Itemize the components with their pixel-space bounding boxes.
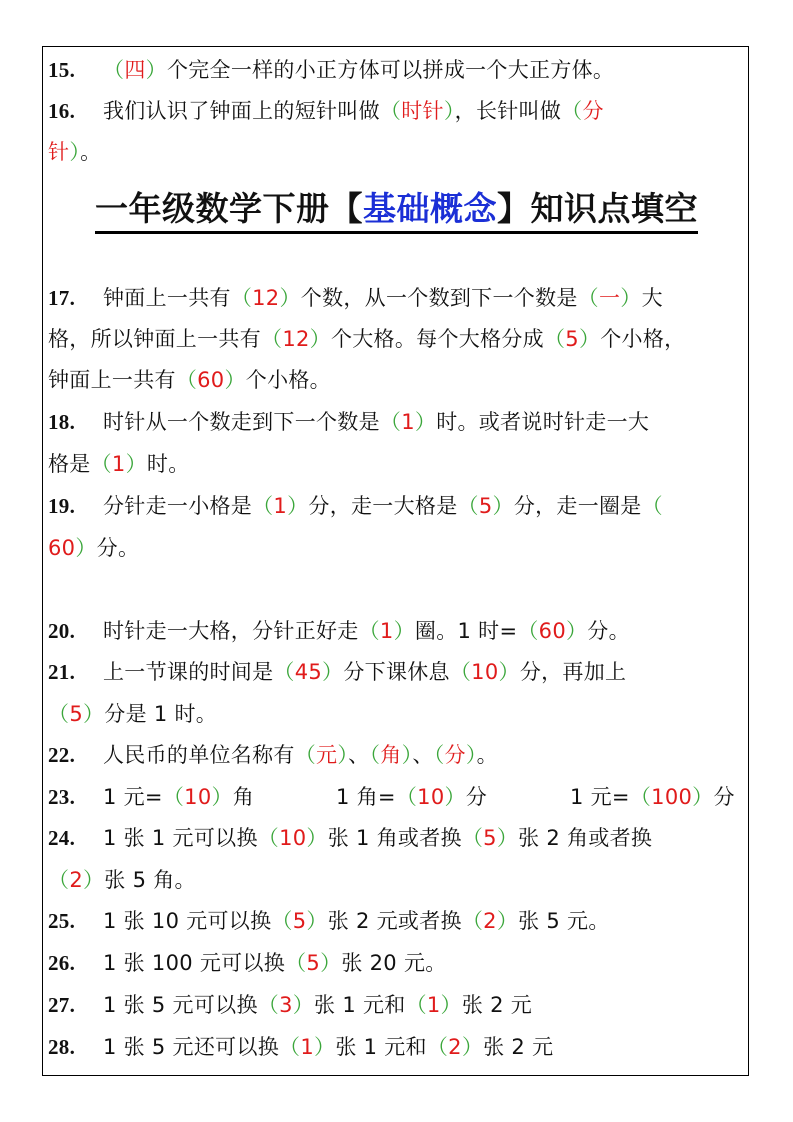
answer: 45 [294,660,323,684]
question-text: 格是 [48,452,91,476]
paren: ） [337,743,349,767]
answer: 12 [252,286,280,310]
question-text: 张 1 元和 [335,1035,427,1059]
paren: ） [292,993,315,1017]
paren: （ [279,1035,301,1059]
paren: （ [395,785,418,809]
question-text: 1 元= [570,785,630,809]
question-16-cont [48,140,101,164]
answer: 5 [483,826,497,850]
answer: 1 [379,619,394,643]
question-text: 张 2 元 [461,993,533,1017]
paren: （ [230,286,253,310]
question-19-cont [48,536,139,560]
paren: （ [48,868,70,892]
question-text: 我们认识了钟面上的短针叫做 [103,99,380,123]
question-text: ，长针叫做 [454,99,562,123]
answer: 1 [273,494,288,518]
question-text: 张 5 元。 [518,909,610,933]
question-text: 分 [465,785,488,809]
question-17-cont2 [48,368,331,392]
question-number: 27. [48,993,76,1017]
paren: （ [294,743,317,767]
question-text: 、 [348,743,370,767]
question-number: 20. [48,619,76,643]
answer: 5 [292,909,307,933]
paren: ） [565,619,588,643]
question-number: 17. [48,286,76,310]
answer: 3 [279,993,293,1017]
paren: （ [369,743,381,767]
paren: ） [125,452,147,476]
question-text: 分下课休息 [343,660,450,684]
heading-text-post: 】知识点填空 [497,189,698,228]
answer: 60 [48,536,76,560]
paren: ） [465,743,477,767]
question-text: 、 [412,743,434,767]
paren: （ [461,826,484,850]
question-17-cont [48,327,685,351]
question-18 [48,410,649,434]
paren: （ [175,368,198,392]
answer: 12 [282,327,310,351]
question-text: 分。 [587,619,630,643]
paren: （ [90,452,112,476]
answer: 1 [300,1035,315,1059]
paren: ） [320,951,342,975]
answer: 2 [448,1035,462,1059]
paren: （ [103,58,125,82]
paren: ） [279,286,301,310]
answer: 5 [565,327,579,351]
paren: ） [309,327,331,351]
question-text: 1 张 10 元可以换 [103,909,272,933]
question-text: 时。或者说时针走一大 [436,410,650,434]
answer: 10 [471,660,499,684]
question-28 [48,1035,553,1059]
question-23-part2 [336,785,487,809]
question-text: 钟面上一共有 [48,368,176,392]
paren: ） [306,826,328,850]
answer: 2 [69,868,83,892]
question-18-cont [48,452,190,476]
section-heading [0,188,793,234]
paren: （ [379,410,402,434]
paren: ） [492,494,514,518]
paren: （ [273,660,295,684]
question-26 [48,951,447,975]
paren: （ [641,494,663,518]
answer: 针 [48,140,70,164]
paren: （ [449,660,472,684]
paren: ） [443,99,455,123]
question-text: 个大格。每个大格分成 [330,327,544,351]
question-17 [48,286,663,310]
answer: 10 [279,826,307,850]
question-text: 个完全一样的小正方体可以拼成一个大正方体。 [166,58,615,82]
question-21-cont [48,702,217,726]
paren: ） [82,702,105,726]
paren: ） [440,993,462,1017]
question-text: 分针走一小格是 [103,494,253,518]
paren: ） [224,368,246,392]
paren: （ [433,743,445,767]
question-text: 个小格。 [245,368,331,392]
question-text: 1 张 100 元可以换 [103,951,286,975]
answer: 一 [598,286,621,310]
paren: ） [322,660,344,684]
paren: ） [692,785,714,809]
question-text: 张 5 角。 [104,868,196,892]
paren: （ [426,1035,449,1059]
question-text: 分，走一圈是 [513,494,642,518]
paren: （ [457,494,479,518]
question-text: 人民币的单位名称有 [103,743,295,767]
question-number: 24. [48,826,76,850]
question-text: 分，走一大格是 [308,494,458,518]
paren: （ [561,99,583,123]
question-27 [48,993,532,1017]
question-24-cont [48,868,196,892]
paren: ） [620,286,642,310]
paren: （ [461,909,484,933]
answer: 10 [417,785,445,809]
paren: ） [578,327,601,351]
question-text: 1 张 5 元可以换 [103,993,258,1017]
question-text: 格，所以钟面上一共有 [48,327,261,351]
answer: 1 [111,452,126,476]
answer: 5 [69,702,83,726]
paren: ） [496,826,519,850]
paren: ） [498,660,520,684]
paren: ） [444,785,466,809]
question-text: 时针从一个数走到下一个数是 [103,410,380,434]
question-text: 分，再加上 [519,660,627,684]
question-text: 钟面上一共有 [103,286,231,310]
answer: 分 [582,99,604,123]
paren: ） [82,868,105,892]
paren: ） [314,1035,336,1059]
question-text: 1 张 5 元还可以换 [103,1035,280,1059]
question-20 [48,619,630,643]
paren: ） [69,140,81,164]
paren: ） [306,909,328,933]
answer: 角 [380,743,402,767]
paren: （ [271,909,293,933]
answer: 2 [483,909,497,933]
answer: 60 [197,368,225,392]
paren: （ [285,951,307,975]
paren: （ [517,619,539,643]
question-number: 21. [48,660,76,684]
answer: 四 [124,58,146,82]
paren: ） [414,410,437,434]
question-number: 22. [48,743,76,767]
answer: 1 [426,993,441,1017]
question-text: 个小格， [600,327,686,351]
question-text: 张 1 角或者换 [327,826,462,850]
question-number: 28. [48,1035,76,1059]
question-text: 张 2 元 [483,1035,554,1059]
question-19 [48,494,663,518]
paren: （ [577,286,599,310]
question-22 [48,743,498,767]
paren: （ [261,327,283,351]
question-text: 张 1 元和 [314,993,406,1017]
question-text: 张 20 元。 [341,951,447,975]
paren: ） [287,494,309,518]
question-text: 张 2 角或者换 [518,826,653,850]
question-16 [48,99,604,123]
question-text: 个数，从一个数到下一个数是 [300,286,578,310]
answer: 1 [401,410,415,434]
question-text: 。 [476,743,498,767]
question-number: 18. [48,410,76,434]
paren: ） [145,58,167,82]
paren: （ [358,619,380,643]
answer: 10 [184,785,212,809]
answer: 100 [651,785,693,809]
question-number: 16. [48,99,76,123]
question-number: 26. [48,951,76,975]
heading-text-pre: 一年级数学下册【 [95,189,363,228]
paren: （ [252,494,274,518]
question-text: 。 [80,140,102,164]
paren: ） [461,1035,484,1059]
question-number: 19. [48,494,76,518]
question-text: 张 2 元或者换 [327,909,462,933]
paren: （ [629,785,652,809]
paren: （ [162,785,185,809]
question-text: 时针走一大格，分针正好走 [103,619,359,643]
question-text: 分是 1 时。 [104,702,218,726]
question-text: 圈。1 时= [414,619,518,643]
question-text: 1 张 1 元可以换 [103,826,258,850]
question-24 [48,826,652,850]
paren: ） [393,619,415,643]
question-21 [48,660,626,684]
question-text: 时。 [146,452,190,476]
question-text: 分 [713,785,735,809]
question-number: 25. [48,909,76,933]
paren: ） [496,909,519,933]
answer: 分 [444,743,466,767]
answer: 5 [478,494,493,518]
paren: （ [543,327,566,351]
paren: （ [379,99,402,123]
paren: ） [211,785,233,809]
paren: （ [405,993,427,1017]
question-text: 1 元= [103,785,163,809]
question-text: 1 角= [336,785,396,809]
question-23 [48,785,254,809]
question-text: 大 [641,286,663,310]
paren: ） [401,743,413,767]
question-number: 23. [48,785,76,809]
answer: 5 [306,951,321,975]
question-text: 角 [232,785,255,809]
question-text: 分。 [96,536,140,560]
heading-text-highlight: 基础概念 [363,189,497,228]
paren: （ [48,702,70,726]
paren: （ [257,826,280,850]
answer: 60 [538,619,566,643]
paren: ） [75,536,97,560]
question-number: 15. [48,58,76,82]
answer: 时针 [401,99,444,123]
question-23-part3 [570,785,735,809]
answer: 元 [316,743,338,767]
question-15 [48,58,614,82]
question-25 [48,909,610,933]
frame-gap [749,540,751,550]
question-text: 上一节课的时间是 [103,660,274,684]
paren: （ [257,993,280,1017]
